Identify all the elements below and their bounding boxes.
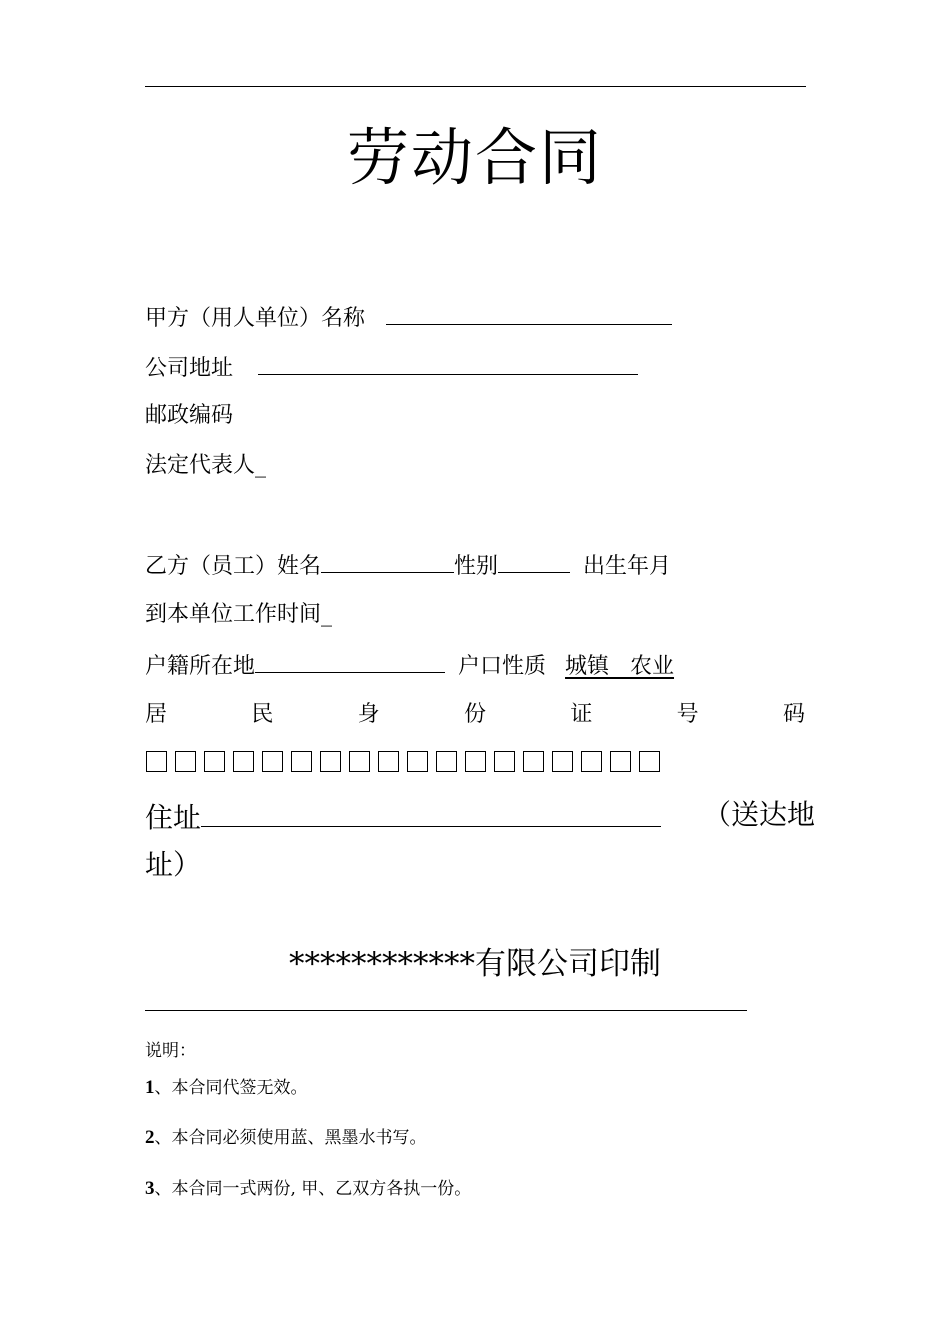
household-row bbox=[145, 650, 674, 682]
company-address-label: 公司地址 bbox=[145, 356, 234, 381]
company-address-row bbox=[145, 352, 638, 384]
party-a-name-label: 甲方（用人单位）名称 bbox=[145, 306, 366, 331]
printer-rule bbox=[145, 1010, 747, 1011]
id-digit-box[interactable] bbox=[262, 751, 283, 772]
id-digit-box[interactable] bbox=[175, 751, 196, 772]
start-time-label: 到本单位工作时间_ bbox=[145, 602, 333, 627]
id-digit-box[interactable] bbox=[378, 751, 399, 772]
id-digit-box[interactable] bbox=[523, 751, 544, 772]
id-label-char: 证 bbox=[570, 702, 593, 727]
printer-line: ************有限公司印制 bbox=[289, 946, 661, 982]
id-label-char: 码 bbox=[782, 702, 805, 727]
notes-heading: 说明： bbox=[145, 1041, 196, 1061]
id-digit-box[interactable] bbox=[291, 751, 312, 772]
id-label-char: 民 bbox=[251, 702, 274, 727]
legal-rep-label: 法定代表人_ bbox=[145, 453, 267, 478]
id-digit-box[interactable] bbox=[639, 751, 660, 772]
id-digit-box[interactable] bbox=[407, 751, 428, 772]
note-text: 、本合同必须使用蓝、黑墨水书写。 bbox=[154, 1128, 427, 1148]
id-digit-box[interactable] bbox=[233, 751, 254, 772]
id-label-char: 号 bbox=[676, 702, 699, 727]
residence-note-end: 址） bbox=[145, 848, 202, 881]
id-digit-box[interactable] bbox=[349, 751, 370, 772]
note-item bbox=[145, 1177, 471, 1201]
note-item bbox=[145, 1126, 427, 1150]
id-number-label bbox=[145, 700, 805, 730]
id-digit-box[interactable] bbox=[436, 751, 457, 772]
id-number-boxes bbox=[146, 751, 668, 772]
id-digit-box[interactable] bbox=[581, 751, 602, 772]
residence-row bbox=[145, 798, 661, 835]
id-digit-box[interactable] bbox=[465, 751, 486, 772]
household-type-options[interactable]: 城镇 农业 bbox=[565, 654, 675, 679]
id-label-char: 份 bbox=[463, 702, 486, 727]
party-a-name-row bbox=[145, 302, 672, 334]
note-number: 3 bbox=[145, 1178, 155, 1199]
postcode-label: 邮政编码 bbox=[145, 403, 234, 428]
note-text: 、本合同代签无效。 bbox=[154, 1078, 308, 1098]
id-digit-box[interactable] bbox=[146, 751, 167, 772]
gender-field[interactable] bbox=[498, 550, 570, 573]
id-digit-box[interactable] bbox=[494, 751, 515, 772]
household-field[interactable] bbox=[255, 650, 445, 673]
household-label: 户籍所在地 bbox=[145, 654, 256, 679]
residence-label: 住址 bbox=[145, 801, 202, 834]
party-b-name-field[interactable] bbox=[321, 550, 454, 573]
page-title: 劳动合同 bbox=[346, 121, 603, 194]
residence-note: （送达地 bbox=[703, 798, 816, 831]
id-digit-box[interactable] bbox=[552, 751, 573, 772]
party-b-name-label: 乙方（员工）姓名 bbox=[145, 554, 322, 579]
note-item bbox=[145, 1076, 308, 1100]
postcode-row bbox=[145, 401, 233, 431]
birth-label: 出生年月 bbox=[583, 554, 672, 579]
legal-rep-row bbox=[145, 451, 266, 481]
note-number: 1 bbox=[145, 1077, 155, 1098]
top-rule bbox=[145, 86, 806, 87]
note-text: 、本合同一式两份, 甲、乙双方各执一份。 bbox=[154, 1179, 472, 1199]
party-b-name-row bbox=[145, 550, 671, 582]
company-address-field[interactable] bbox=[258, 352, 638, 375]
household-type-label: 户口性质 bbox=[458, 654, 547, 679]
id-digit-box[interactable] bbox=[610, 751, 631, 772]
note-number: 2 bbox=[145, 1127, 155, 1148]
party-a-name-field[interactable] bbox=[386, 302, 672, 325]
id-digit-box[interactable] bbox=[320, 751, 341, 772]
id-label-char: 身 bbox=[357, 702, 380, 727]
gender-label: 性别 bbox=[454, 554, 499, 579]
id-label-char: 居 bbox=[145, 702, 168, 727]
id-digit-box[interactable] bbox=[204, 751, 225, 772]
residence-field[interactable] bbox=[201, 798, 661, 827]
start-time-row bbox=[145, 600, 332, 630]
